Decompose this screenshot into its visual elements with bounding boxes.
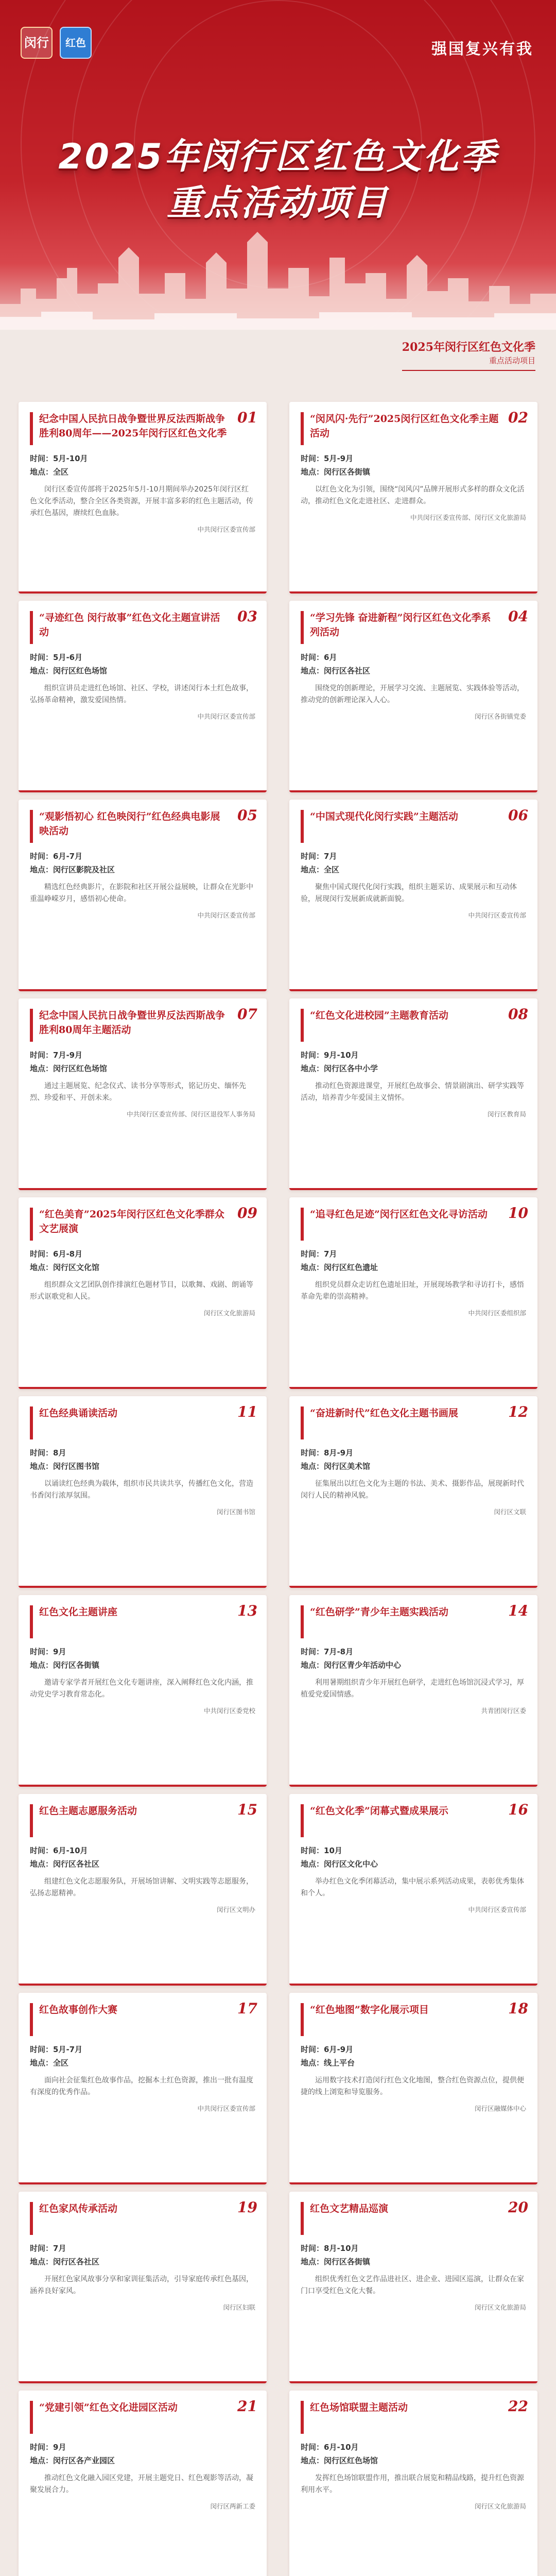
card-time bbox=[30, 1646, 255, 1659]
card-accent-bar bbox=[19, 989, 267, 991]
card-title: “中国式现代化闵行实践”主题活动 bbox=[310, 811, 458, 822]
place-value: 线上平台 bbox=[324, 2058, 355, 2067]
card-number: 15 bbox=[237, 1801, 257, 1818]
card-organizer: 闵行区文化旅游局 bbox=[474, 2303, 526, 2312]
activity-card bbox=[289, 1794, 537, 1986]
card-title: 红色故事创作大赛 bbox=[39, 2004, 118, 2015]
activity-card bbox=[19, 402, 267, 594]
time-label: 时间： bbox=[30, 2045, 54, 2054]
place-value: 闵行区各社区 bbox=[324, 666, 371, 675]
card-description: 以红色文化为引领，围绕“闵风闪”品牌开展形式多样的群众文化活动，推动红色文化走进社区、走进群众。 bbox=[301, 485, 525, 506]
time-value: 7月 bbox=[324, 852, 337, 861]
card-number: 07 bbox=[237, 1006, 257, 1023]
place-label: 地点： bbox=[30, 666, 54, 675]
place-label: 地点： bbox=[301, 1660, 324, 1670]
card-title: “闵风闪·先行”2025闵行区红色文化季主题活动 bbox=[310, 413, 499, 439]
card-number: 17 bbox=[237, 2000, 257, 2017]
time-label: 时间： bbox=[301, 1050, 324, 1060]
place-label: 地点： bbox=[301, 1063, 324, 1073]
intro-section bbox=[21, 335, 535, 397]
card-description: 聚焦中国式现代化闵行实践，组织主题采访、成果展示和互动体验，展现闵行发展新成就新面貌。 bbox=[301, 883, 517, 904]
activity-card bbox=[289, 402, 537, 594]
place-value: 闵行区各中小学 bbox=[324, 1063, 378, 1073]
place-value: 闵行区文化中心 bbox=[324, 1859, 378, 1869]
card-description: 组织党员群众走访红色遗址旧址，开展现场教学和寻访打卡，感悟革命先辈的崇高精神。 bbox=[301, 1281, 524, 1301]
logo-group bbox=[21, 27, 92, 59]
place-label: 地点： bbox=[30, 2058, 54, 2067]
card-title: “红色地图”数字化展示项目 bbox=[310, 2004, 429, 2015]
card-organizer: 闵行区融媒体中心 bbox=[474, 2105, 526, 2113]
card-title: 纪念中国人民抗日战争暨世界反法西斯战争胜利80周年——2025年闵行区红色文化季 bbox=[39, 413, 227, 439]
card-time bbox=[301, 1049, 526, 1062]
card-description: 组织宣讲员走进红色场馆、社区、学校，讲述闵行本土红色故事，弘扬革命精神，激发爱国热情。 bbox=[30, 684, 253, 705]
time-value: 5月-7月 bbox=[53, 2045, 83, 2054]
place-label: 地点： bbox=[301, 2455, 324, 2465]
card-number: 10 bbox=[508, 1205, 528, 1222]
card-organizer: 中共闵行区委宣传部、闵行区退役军人事务局 bbox=[126, 1110, 255, 1118]
card-header bbox=[30, 1205, 257, 1241]
card-number: 11 bbox=[237, 1403, 257, 1420]
time-label: 时间： bbox=[301, 1846, 324, 1855]
card-number: 08 bbox=[508, 1006, 528, 1023]
time-value: 6月-9月 bbox=[324, 2045, 354, 2054]
card-description: 发挥红色场馆联盟作用，推出联合展览和精品线路，提升红色资源利用水平。 bbox=[301, 2474, 524, 2495]
minhang-logo: 闵行 bbox=[21, 27, 53, 59]
place-label: 地点： bbox=[30, 2455, 54, 2465]
card-organizer: 闵行区图书馆 bbox=[216, 1508, 255, 1516]
card-description: 利用暑期组织青少年开展红色研学，走进红色场馆沉浸式学习，厚植爱党爱国情感。 bbox=[301, 1679, 524, 1699]
place-value: 全区 bbox=[53, 467, 69, 477]
card-accent-bar bbox=[289, 591, 537, 594]
activity-card bbox=[19, 1794, 267, 1986]
card-title: “追寻红色足迹”闵行区红色文化寻访活动 bbox=[310, 1209, 488, 1220]
card-organizer: 闵行区文化旅游局 bbox=[474, 2502, 526, 2511]
card-title: 纪念中国人民抗日战争暨世界反法西斯战争胜利80周年主题活动 bbox=[39, 1010, 225, 1036]
card-accent-bar bbox=[19, 1984, 267, 1986]
card-accent-bar bbox=[19, 2182, 267, 2184]
activity-card bbox=[289, 1595, 537, 1787]
card-title: “红色美育”2025年闵行区红色文化季群众文艺展演 bbox=[39, 1209, 224, 1234]
activity-card bbox=[289, 1197, 537, 1389]
card-place bbox=[30, 1659, 255, 1672]
card-organizer: 闵行区文明办 bbox=[216, 1906, 255, 1914]
place-value: 闵行区文化馆 bbox=[53, 1262, 100, 1272]
card-description: 举办红色文化季闭幕活动，集中展示系列活动成果，表彰优秀集体和个人。 bbox=[301, 1877, 524, 1898]
card-header bbox=[301, 1602, 528, 1638]
time-label: 时间： bbox=[30, 1846, 54, 1855]
card-title: “学习先锋 奋进新程”闵行区红色文化季系列活动 bbox=[310, 612, 491, 638]
card-title: 红色场馆联盟主题活动 bbox=[310, 2402, 408, 2413]
card-accent-bar bbox=[289, 1387, 537, 1389]
time-label: 时间： bbox=[301, 2045, 324, 2054]
place-label: 地点： bbox=[30, 1660, 54, 1670]
card-organizer: 共青团闵行区委 bbox=[481, 1707, 526, 1715]
place-label: 地点： bbox=[301, 666, 324, 675]
card-accent-bar bbox=[289, 1188, 537, 1190]
card-number: 02 bbox=[508, 409, 528, 426]
card-description: 面向社会征集红色故事作品，挖掘本土红色资源，推出一批有温度有深度的优秀作品。 bbox=[30, 2076, 253, 2097]
card-number: 03 bbox=[237, 608, 257, 625]
card-time bbox=[30, 2043, 255, 2057]
activity-card bbox=[19, 998, 267, 1190]
place-label: 地点： bbox=[301, 2058, 324, 2067]
place-label: 地点： bbox=[30, 1461, 54, 1471]
place-value: 闵行区各街镇 bbox=[53, 1660, 100, 1670]
time-value: 8月 bbox=[53, 1448, 66, 1458]
time-value: 7月-9月 bbox=[53, 1050, 83, 1060]
card-number: 18 bbox=[508, 2000, 528, 2017]
card-header bbox=[301, 807, 528, 843]
card-header bbox=[30, 1602, 257, 1638]
time-label: 时间： bbox=[301, 1249, 324, 1259]
time-label: 时间： bbox=[30, 852, 54, 861]
card-organizer: 中共闵行区委宣传部 bbox=[197, 911, 255, 920]
card-time bbox=[30, 1844, 255, 1858]
time-label: 时间： bbox=[30, 2244, 54, 2253]
card-header bbox=[301, 409, 528, 445]
time-value: 6月 bbox=[324, 653, 337, 662]
card-header bbox=[30, 409, 257, 445]
card-place bbox=[301, 1062, 526, 1076]
place-value: 闵行区各街镇 bbox=[324, 2257, 371, 2266]
card-header bbox=[301, 2199, 528, 2235]
time-value: 9月 bbox=[53, 1647, 66, 1656]
card-place bbox=[301, 2256, 526, 2269]
card-header bbox=[30, 1006, 257, 1042]
card-number: 12 bbox=[508, 1403, 528, 1420]
time-value: 7月 bbox=[53, 2244, 66, 2253]
time-label: 时间： bbox=[301, 653, 324, 662]
card-place bbox=[30, 2256, 255, 2269]
place-value: 闵行区图书馆 bbox=[53, 1461, 100, 1471]
card-accent-bar bbox=[289, 1984, 537, 1986]
card-accent-bar bbox=[19, 2381, 267, 2383]
card-place bbox=[30, 1460, 255, 1473]
place-label: 地点： bbox=[301, 1262, 324, 1272]
place-label: 地点： bbox=[301, 467, 324, 477]
card-title: “观影悟初心 红色映闵行”红色经典电影展映活动 bbox=[39, 811, 220, 837]
time-value: 5月-10月 bbox=[53, 454, 88, 463]
card-organizer: 闵行区文联 bbox=[494, 1508, 526, 1516]
time-label: 时间： bbox=[30, 653, 54, 662]
place-label: 地点： bbox=[30, 1859, 54, 1869]
place-value: 闵行区青少年活动中心 bbox=[324, 1660, 402, 1670]
activity-card bbox=[289, 1396, 537, 1588]
card-accent-bar bbox=[19, 1586, 267, 1588]
place-value: 闵行区各社区 bbox=[53, 1859, 100, 1869]
card-description: 推动红色资源进课堂，开展红色故事会、情景剧演出、研学实践等活动，培养青少年爱国主义情怀。 bbox=[301, 1082, 524, 1103]
card-place bbox=[30, 665, 255, 678]
card-title: 红色经典诵读活动 bbox=[39, 1408, 118, 1419]
card-place bbox=[30, 466, 255, 479]
card-time bbox=[301, 651, 526, 665]
activity-card bbox=[19, 2192, 267, 2383]
card-organizer: 闵行区各街镇党委 bbox=[474, 713, 526, 721]
time-value: 6月-7月 bbox=[53, 852, 83, 861]
card-description: 通过主题展览、纪念仪式、读书分享等形式，铭记历史、缅怀先烈、珍爱和平、开创未来。 bbox=[30, 1082, 246, 1103]
card-number: 05 bbox=[237, 807, 257, 824]
card-place bbox=[301, 466, 526, 479]
card-time bbox=[301, 2441, 526, 2454]
time-label: 时间： bbox=[30, 1249, 54, 1259]
activity-card bbox=[19, 601, 267, 792]
card-organizer: 闵行区妇联 bbox=[223, 2303, 255, 2312]
activity-card bbox=[289, 601, 537, 792]
card-header bbox=[30, 2000, 257, 2036]
card-header bbox=[301, 1403, 528, 1439]
card-organizer: 中共闵行区委宣传部 bbox=[197, 2105, 255, 2113]
card-time bbox=[30, 2441, 255, 2454]
card-title: “寻迹红色 闵行故事”红色文化主题宣讲活动 bbox=[39, 612, 220, 638]
card-number: 04 bbox=[508, 608, 528, 625]
card-place bbox=[30, 1858, 255, 1871]
time-value: 9月 bbox=[53, 2443, 66, 2452]
card-title: “党建引领”红色文化进园区活动 bbox=[39, 2402, 178, 2413]
time-value: 6月-10月 bbox=[324, 2443, 359, 2452]
card-time bbox=[301, 850, 526, 863]
card-header bbox=[301, 1801, 528, 1837]
section-stamp bbox=[402, 340, 535, 371]
card-time bbox=[30, 452, 255, 466]
activity-card bbox=[19, 800, 267, 991]
card-description: 以诵读红色经典为载体，组织市民共读共享，传播红色文化，营造书香闵行浓厚氛围。 bbox=[30, 1480, 253, 1500]
place-label: 地点： bbox=[30, 1063, 54, 1073]
activity-card bbox=[289, 2192, 537, 2383]
card-description: 组建红色文化志愿服务队，开展场馆讲解、文明实践等志愿服务，弘扬志愿精神。 bbox=[30, 1877, 253, 1898]
place-label: 地点： bbox=[30, 1262, 54, 1272]
time-label: 时间： bbox=[301, 2244, 324, 2253]
card-place bbox=[30, 1062, 255, 1076]
card-organizer: 中共闵行区委宣传部 bbox=[468, 1906, 526, 1914]
card-time bbox=[30, 2242, 255, 2256]
place-value: 闵行区各社区 bbox=[53, 2257, 100, 2266]
header-banner bbox=[0, 0, 556, 330]
card-number: 22 bbox=[508, 2398, 528, 2415]
card-place bbox=[301, 665, 526, 678]
card-time bbox=[301, 1646, 526, 1659]
card-number: 13 bbox=[237, 1602, 257, 1619]
card-accent-bar bbox=[289, 1785, 537, 1787]
card-description: 组织群众文艺团队创作排演红色题材节目，以歌舞、戏剧、朗诵等形式讴歌党和人民。 bbox=[30, 1281, 253, 1301]
red-culture-logo: 红色 bbox=[60, 27, 92, 59]
card-time bbox=[301, 1447, 526, 1460]
place-value: 闵行区红色场馆 bbox=[53, 666, 108, 675]
card-place bbox=[301, 2454, 526, 2468]
city-skyline-illustration bbox=[0, 227, 556, 330]
time-value: 5月-6月 bbox=[53, 653, 83, 662]
card-description: 运用数字技术打造闵行红色文化地图，整合红色资源点位，提供便捷的线上浏览和导览服务。 bbox=[301, 2076, 524, 2097]
time-value: 10月 bbox=[324, 1846, 342, 1855]
card-header bbox=[30, 1403, 257, 1439]
time-value: 8月-9月 bbox=[324, 1448, 354, 1458]
card-time bbox=[30, 850, 255, 863]
card-place bbox=[301, 2057, 526, 2070]
card-accent-bar bbox=[289, 2381, 537, 2383]
card-description: 精选红色经典影片，在影院和社区开展公益展映，让群众在光影中重温峥嵘岁月，感悟初心使命。 bbox=[30, 883, 253, 904]
card-time bbox=[30, 1049, 255, 1062]
activity-card bbox=[289, 998, 537, 1190]
time-value: 7月 bbox=[324, 1249, 337, 1259]
card-description: 推动红色文化融入园区党建，开展主题党日、红色观影等活动，凝聚发展合力。 bbox=[30, 2474, 253, 2495]
time-label: 时间： bbox=[301, 1448, 324, 1458]
activity-card bbox=[19, 1396, 267, 1588]
place-value: 闵行区各街镇 bbox=[324, 467, 371, 477]
place-value: 闵行区美术馆 bbox=[324, 1461, 371, 1471]
card-header bbox=[30, 807, 257, 843]
time-value: 6月-8月 bbox=[53, 1249, 83, 1259]
card-accent-bar bbox=[19, 1387, 267, 1389]
card-title: “红色文化季”闭幕式暨成果展示 bbox=[310, 1805, 448, 1817]
card-time bbox=[30, 1248, 255, 1261]
slogan: 强国复兴有我 bbox=[431, 40, 533, 58]
card-header bbox=[30, 2398, 257, 2434]
page-subtitle: 重点活动项目 bbox=[166, 183, 389, 224]
card-time bbox=[301, 2043, 526, 2057]
card-organizer: 闵行区文化旅游局 bbox=[203, 1309, 255, 1317]
place-label: 地点： bbox=[30, 865, 54, 874]
time-label: 时间： bbox=[301, 2443, 324, 2452]
card-accent-bar bbox=[289, 989, 537, 991]
card-time bbox=[301, 2242, 526, 2256]
place-value: 全区 bbox=[53, 2058, 69, 2067]
time-label: 时间： bbox=[30, 1448, 54, 1458]
place-value: 闵行区红色场馆 bbox=[324, 2455, 378, 2465]
card-header bbox=[301, 2000, 528, 2036]
card-time bbox=[301, 1844, 526, 1858]
place-label: 地点： bbox=[30, 2257, 54, 2266]
time-label: 时间： bbox=[30, 1647, 54, 1656]
card-time bbox=[30, 1447, 255, 1460]
stamp-title: 2025年闵行区红色文化季 bbox=[402, 341, 535, 354]
card-header bbox=[30, 2199, 257, 2235]
card-accent-bar bbox=[19, 591, 267, 594]
card-description: 组织优秀红色文艺作品进社区、进企业、进园区巡演，让群众在家门口享受红色文化大餐。 bbox=[301, 2275, 524, 2296]
activity-card bbox=[289, 1993, 537, 2184]
card-place bbox=[30, 2454, 255, 2468]
card-organizer: 闵行区教育局 bbox=[487, 1110, 526, 1118]
place-label: 地点： bbox=[301, 1461, 324, 1471]
card-number: 21 bbox=[237, 2398, 257, 2415]
place-value: 闵行区红色场馆 bbox=[53, 1063, 108, 1073]
card-place bbox=[301, 1659, 526, 1672]
time-value: 8月-10月 bbox=[324, 2244, 359, 2253]
card-organizer: 中共闵行区委党校 bbox=[203, 1707, 255, 1715]
place-value: 闵行区红色遗址 bbox=[324, 1262, 378, 1272]
card-number: 16 bbox=[508, 1801, 528, 1818]
card-description: 开展红色家风故事分享和家训征集活动，引导家庭传承红色基因，涵养良好家风。 bbox=[30, 2275, 253, 2296]
time-value: 7月-8月 bbox=[324, 1647, 354, 1656]
card-header bbox=[301, 1205, 528, 1241]
card-header bbox=[301, 1006, 528, 1042]
time-label: 时间： bbox=[301, 1647, 324, 1656]
card-description: 闵行区委宣传部将于2025年5月-10月期间举办2025年闵行区红色文化季活动，整合全区各类资源，开展丰富多彩的红色主题活动，传承红色基因，赓续红色血脉。 bbox=[30, 485, 253, 518]
page-title: 2025年闵行区红色文化季 bbox=[58, 137, 498, 177]
time-label: 时间： bbox=[30, 454, 54, 463]
card-title: 红色文化主题讲座 bbox=[39, 1606, 118, 1618]
time-label: 时间： bbox=[301, 454, 324, 463]
time-value: 9月-10月 bbox=[324, 1050, 359, 1060]
card-title: “红色研学”青少年主题实践活动 bbox=[310, 1606, 448, 1618]
card-place bbox=[30, 2057, 255, 2070]
card-header bbox=[301, 608, 528, 644]
activity-card bbox=[289, 800, 537, 991]
card-number: 06 bbox=[508, 807, 528, 824]
activity-card bbox=[19, 1197, 267, 1389]
card-time bbox=[301, 452, 526, 466]
card-title: 红色文艺精品巡演 bbox=[310, 2203, 389, 2214]
card-number: 09 bbox=[237, 1205, 257, 1222]
card-place bbox=[301, 1460, 526, 1473]
time-value: 5月-9月 bbox=[324, 454, 354, 463]
card-description: 征集展出以红色文化为主题的书法、美术、摄影作品，展现新时代闵行人民的精神风貌。 bbox=[301, 1480, 524, 1500]
card-accent-bar bbox=[289, 790, 537, 792]
activity-card bbox=[19, 1595, 267, 1787]
card-time bbox=[301, 1248, 526, 1261]
card-title: 红色家风传承活动 bbox=[39, 2203, 118, 2214]
card-organizer: 中共闵行区委宣传部、闵行区文化旅游局 bbox=[410, 514, 526, 522]
card-place bbox=[301, 1858, 526, 1871]
card-accent-bar bbox=[19, 1188, 267, 1190]
card-place bbox=[301, 1261, 526, 1275]
card-header bbox=[30, 1801, 257, 1837]
card-number: 14 bbox=[508, 1602, 528, 1619]
place-label: 地点： bbox=[301, 1859, 324, 1869]
time-label: 时间： bbox=[30, 1050, 54, 1060]
place-value: 闵行区各产业园区 bbox=[53, 2455, 115, 2465]
card-number: 20 bbox=[508, 2199, 528, 2216]
card-organizer: 中共闵行区委宣传部 bbox=[197, 713, 255, 721]
card-accent-bar bbox=[19, 790, 267, 792]
card-organizer: 闵行区两新工委 bbox=[210, 2502, 255, 2511]
time-label: 时间： bbox=[30, 2443, 54, 2452]
card-place bbox=[30, 863, 255, 877]
card-organizer: 中共闵行区委宣传部 bbox=[197, 526, 255, 534]
time-value: 6月-10月 bbox=[53, 1846, 88, 1855]
card-title: “奋进新时代”红色文化主题书画展 bbox=[310, 1408, 458, 1419]
card-accent-bar bbox=[289, 2182, 537, 2184]
place-value: 全区 bbox=[324, 865, 340, 874]
card-organizer: 中共闵行区委组织部 bbox=[468, 1309, 526, 1317]
place-label: 地点： bbox=[301, 865, 324, 874]
place-label: 地点： bbox=[301, 2257, 324, 2266]
stamp-subtitle: 重点活动项目 bbox=[489, 355, 535, 365]
card-description: 围绕党的创新理论，开展学习交流、主题展览、实践体验等活动，推动党的创新理论深入人心。 bbox=[301, 684, 524, 705]
place-value: 闵行区影院及社区 bbox=[53, 865, 115, 874]
card-description: 邀请专家学者开展红色文化专题讲座，深入阐释红色文化内涵，推动党史学习教育常态化。 bbox=[30, 1679, 253, 1699]
card-number: 01 bbox=[237, 409, 257, 426]
card-accent-bar bbox=[289, 1586, 537, 1588]
card-place bbox=[301, 863, 526, 877]
activity-card bbox=[19, 1993, 267, 2184]
card-organizer: 中共闵行区委宣传部 bbox=[468, 911, 526, 920]
card-accent-bar bbox=[19, 1785, 267, 1787]
place-label: 地点： bbox=[30, 467, 54, 477]
card-time bbox=[30, 651, 255, 665]
card-header bbox=[30, 608, 257, 644]
card-number: 19 bbox=[237, 2199, 257, 2216]
card-title: 红色主题志愿服务活动 bbox=[39, 1805, 137, 1817]
activity-card bbox=[289, 2391, 537, 2576]
activity-card bbox=[19, 2391, 267, 2576]
card-place bbox=[30, 1261, 255, 1275]
card-title: “红色文化进校园”主题教育活动 bbox=[310, 1010, 448, 1021]
time-label: 时间： bbox=[301, 852, 324, 861]
card-header bbox=[301, 2398, 528, 2434]
